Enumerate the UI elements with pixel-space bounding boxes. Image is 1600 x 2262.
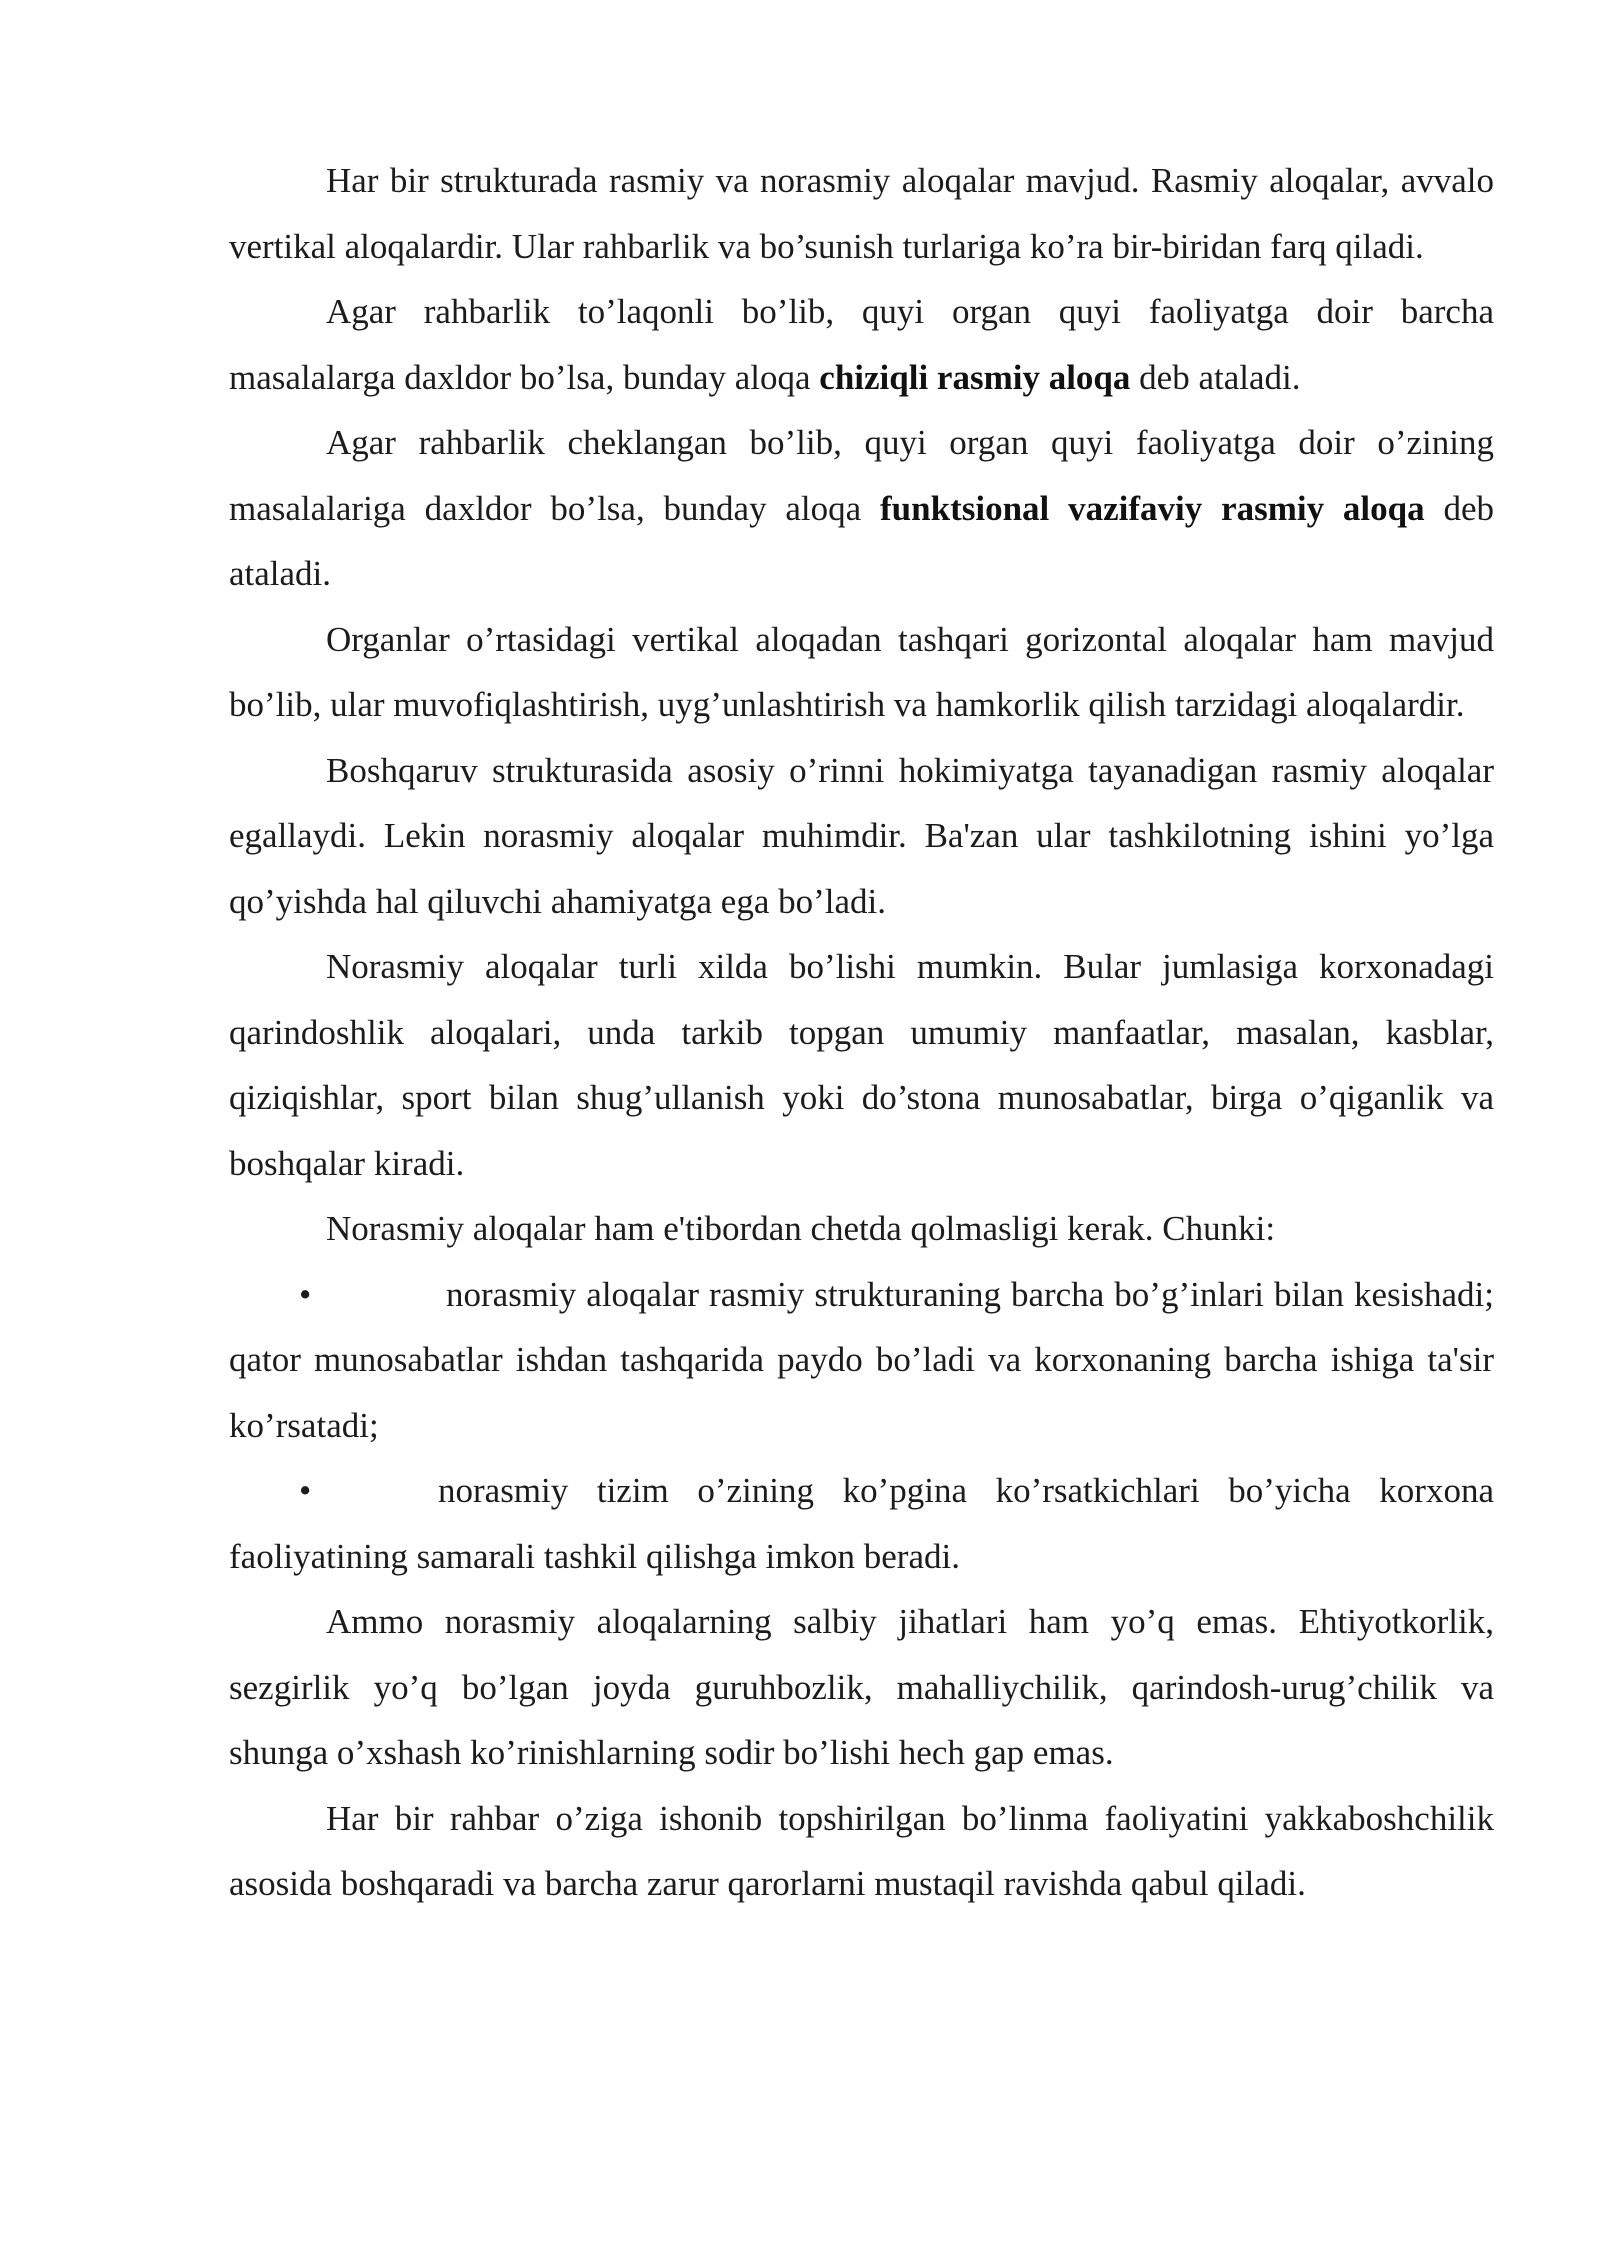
paragraph-text: deb ataladi. <box>229 488 1494 593</box>
list-item-text: norasmiy tizim o’zining ko’pgina ko’rsatkichlari bo’yicha korxona faoliyatining samarali tashkil qilishga imkon beradi. <box>229 1471 1494 1576</box>
paragraph-management-structure <box>229 738 1494 935</box>
paragraph-text: Har bir rahbar o’ziga ishonib topshirilgan bo’linma faoliyatini yakkaboshchilik asosida boshqaradi va barcha zarur qarorlarni mustaqil ravishda qabul qiladi. <box>229 1798 1494 1903</box>
paragraph-text: Norasmiy aloqalar ham e'tibordan chetda qolmasligi kerak. Chunki: <box>326 1209 1276 1248</box>
paragraph-linear-formal-link <box>229 279 1494 410</box>
paragraph-text: Agar rahbarlik to’laqonli bo’lib, quyi organ quyi faoliyatga doir barcha masalalarga daxldor bo’lsa, bunday aloqa <box>229 292 1494 397</box>
list-item <box>229 1458 1494 1589</box>
paragraph-informal-attention <box>229 1196 1494 1262</box>
bullet-icon: • <box>299 1274 312 1314</box>
paragraph-formal-informal-links <box>229 148 1494 279</box>
term-functional-formal-link: funktsional vazifaviy rasmiy aloqa <box>880 488 1425 528</box>
paragraph-negative-aspects <box>229 1589 1494 1786</box>
term-linear-formal-link: chiziqli rasmiy aloqa <box>819 357 1131 397</box>
document-body <box>229 148 1494 1917</box>
list-item-text: norasmiy aloqalar rasmiy strukturaning barcha bo’g’inlari bilan kesishadi; qator munosabatlar ishdan tashqarida paydo bo’ladi va korxonaning barcha ishiga ta'sir ko’rsatadi; <box>229 1274 1494 1445</box>
paragraph-horizontal-links <box>229 607 1494 738</box>
paragraph-informal-types <box>229 934 1494 1196</box>
paragraph-text: deb ataladi. <box>1130 357 1301 397</box>
paragraph-text: Boshqaruv strukturasida asosiy o’rinni hokimiyatga tayanadigan rasmiy aloqalar egallaydi. Lekin norasmiy aloqalar muhimdir. Ba'zan ular tashkilotning ishini yo’lga qo’yishda hal qiluvchi ahamiyatga ega bo’ladi. <box>229 750 1494 921</box>
paragraph-text: Organlar o’rtasidagi vertikal aloqadan tashqari gorizontal aloqalar ham mavjud bo’lib, ular muvofiqlashtirish, uyg’unlashtirish va hamkorlik qilish tarzidagi aloqalardir. <box>229 619 1494 724</box>
list-item <box>229 1262 1494 1459</box>
paragraph-text: Har bir strukturada rasmiy va norasmiy aloqalar mavjud. Rasmiy aloqalar, avvalo vertikal aloqalardir. Ular rahbarlik va bo’sunish turlariga ko’ra bir-biridan farq qiladi. <box>229 161 1494 266</box>
paragraph-text: Agar rahbarlik cheklangan bo’lib, quyi organ quyi faoliyatga doir o’zining masalalariga daxldor bo’lsa, bunday aloqa <box>229 423 1494 528</box>
paragraph-functional-formal-link <box>229 410 1494 607</box>
paragraph-manager-authority <box>229 1786 1494 1917</box>
paragraph-text: Norasmiy aloqalar turli xilda bo’lishi mumkin. Bular jumlasiga korxonadagi qarindoshlik aloqalari, unda tarkib topgan umumiy manfaatlar, masalan, kasblar, qiziqishlar, sport bilan shug’ullanish yoki do’stona munosabatlar, birga o’qiganlik va boshqalar kiradi. <box>229 947 1494 1183</box>
bullet-icon: • <box>299 1471 312 1510</box>
paragraph-text: Ammo norasmiy aloqalarning salbiy jihatlari ham yo’q emas. Ehtiyotkorlik, sezgirlik yo’q bo’lgan joyda guruhbozlik, mahalliychilik, qarindosh-urug’chilik va shunga o’xshash ko’rinishlarning sodir bo’lishi hech gap emas. <box>229 1602 1494 1772</box>
